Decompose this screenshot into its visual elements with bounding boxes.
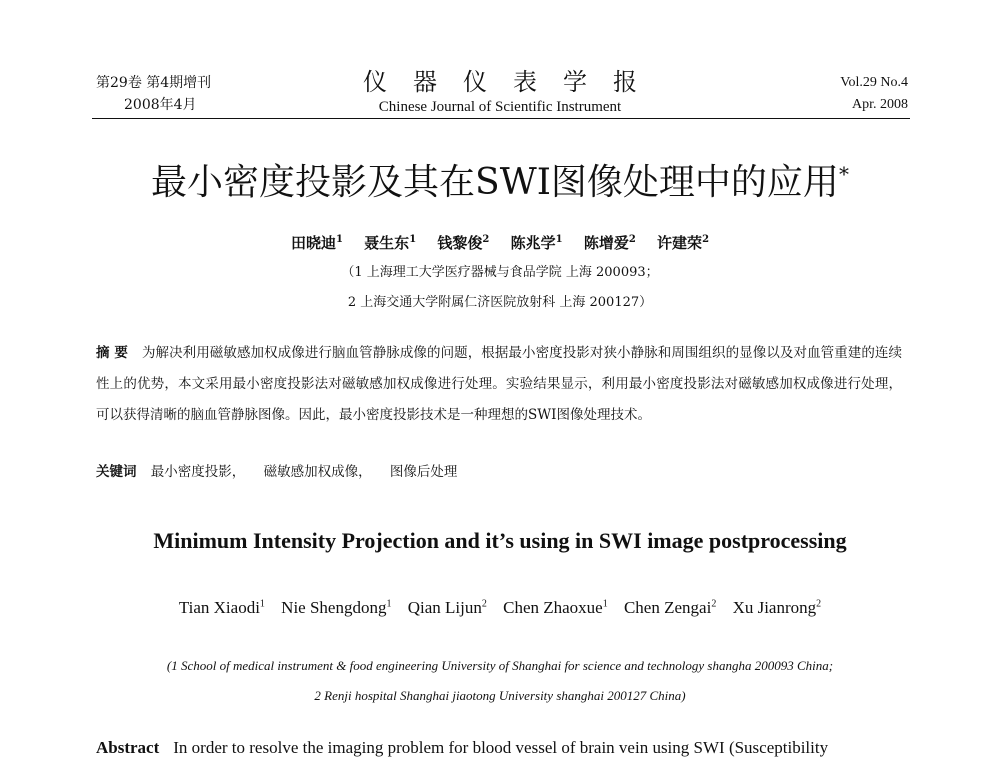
author-cn: 陈兆学$^1$ bbox=[510, 234, 563, 252]
keyword: 图像后处理 bbox=[389, 464, 458, 480]
author-en: Qian Lijun$^2$ bbox=[407, 598, 487, 617]
author-en: Xu Jianrong$^2$ bbox=[732, 598, 822, 617]
author-en: Tian Xiaodi$^1$ bbox=[178, 598, 265, 617]
author-list-en bbox=[0, 598, 1000, 618]
volume-issue-en: Vol.29 No.4 bbox=[840, 75, 908, 90]
affiliation-en-1: (1 School of medical instrument & food engineering University of Shanghai for science and technology shangha 200093 China; bbox=[166, 658, 834, 673]
affiliation-en-2: 2 Renji hospital Shanghai jiaotong University shanghai 200127 China) bbox=[314, 688, 686, 703]
publication-date-cn: 2008年4月 bbox=[124, 97, 197, 113]
title-text: 最小密度投影及其在SWI图像处理中的应用 bbox=[151, 162, 839, 203]
journal-title-block bbox=[330, 68, 670, 118]
author-cn: 陈增爱$^2$ bbox=[583, 234, 636, 252]
affiliation-cn-1: （1 上海理工大学医疗器械与食品学院 上海 200093； bbox=[341, 265, 659, 280]
author-en: Nie Shengdong$^1$ bbox=[281, 598, 392, 617]
author-en: Chen Zhaoxue$^1$ bbox=[503, 598, 608, 617]
author-list-cn bbox=[0, 232, 1000, 253]
publication-date-en: Apr. 2008 bbox=[852, 97, 908, 112]
author-en: Chen Zengai$^2$ bbox=[623, 598, 717, 617]
volume-issue: 第29卷 第4期增刊 bbox=[96, 75, 212, 91]
author-cn: 田晓迪$^1$ bbox=[290, 234, 343, 252]
journal-volume-info-en bbox=[840, 72, 908, 116]
keywords-cn bbox=[96, 460, 471, 480]
journal-volume-info bbox=[96, 72, 211, 116]
author-cn: 钱黎俊$^2$ bbox=[437, 234, 490, 252]
author-cn: 许建荣$^2$ bbox=[657, 234, 710, 252]
keyword: 磁敏感加权成像， bbox=[263, 464, 372, 480]
paper-title-cn bbox=[0, 150, 1000, 207]
abstract-cn bbox=[96, 338, 902, 431]
keywords-label-cn: 关键词 bbox=[96, 464, 137, 480]
journal-name-en: Chinese Journal of Scientific Instrument bbox=[378, 99, 622, 115]
abstract-text-cn: 为解决利用磁敏感加权成像进行脑血管静脉成像的问题，根据最小密度投影对狭小静脉和周围组织的显像以及对血管重建的连续性上的优势，本文采用最小密度投影法对磁敏感加权成像进行处理。实验结果显示，利用最小密度投影法对磁敏感加权成像进行处理，可以获得清晰的脑血管静脉图像。因此，最小密度投影技术是一种理想的SWI图像处理技术。 bbox=[96, 345, 903, 423]
title-footnote-mark: * bbox=[838, 162, 849, 186]
journal-name-cn: 仪器仪表学报 bbox=[363, 68, 663, 96]
abstract-label-cn: 摘 要 bbox=[96, 345, 128, 361]
abstract-text-en: In order to resolve the imaging problem for blood vessel of brain vein using SWI (Susceptibility bbox=[173, 738, 829, 757]
header-divider bbox=[92, 118, 910, 119]
author-cn: 聂生东$^1$ bbox=[364, 234, 417, 252]
paper-title-en: Minimum Intensity Projection and it’s using in SWI image postprocessing bbox=[153, 528, 847, 553]
abstract-en bbox=[96, 738, 916, 758]
abstract-label-en: Abstract bbox=[96, 738, 160, 757]
keyword: 最小密度投影， bbox=[150, 464, 246, 480]
affiliation-cn-2: 2 上海交通大学附属仁济医院放射科 上海 200127） bbox=[347, 295, 653, 310]
